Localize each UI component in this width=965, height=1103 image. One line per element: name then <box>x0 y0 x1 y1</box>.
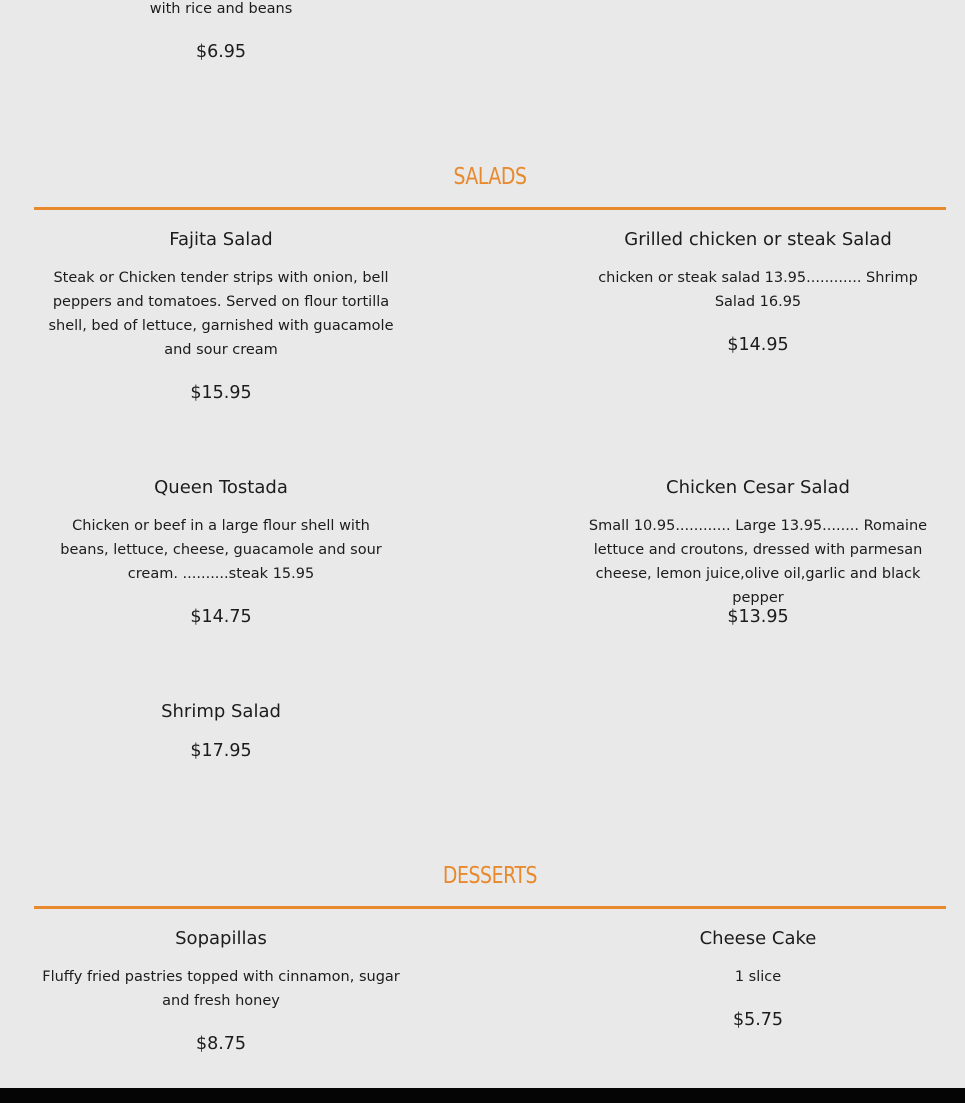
section-heading-desserts: DESSERTS <box>442 863 538 889</box>
menu-item-price: $15.95 <box>190 383 252 403</box>
menu-item-price: $14.75 <box>190 607 252 627</box>
menu-item-price: $14.95 <box>727 335 789 355</box>
menu-item-description: with rice and beans <box>149 1 293 17</box>
menu-item-description: chicken or steak salad 13.95............ Shrimp Salad 16.95 <box>598 270 918 310</box>
menu-item-price: $5.75 <box>732 1010 784 1030</box>
section-divider <box>34 906 946 909</box>
menu-item-title: Queen Tostada <box>154 477 288 498</box>
menu-item-description: Small 10.95............ Large 13.95........ Romaine lettuce and croutons, dressed with parmesan cheese, lemon juice,olive oil,garlic and black pepper <box>588 518 928 606</box>
menu-item-price: $8.75 <box>195 1034 247 1054</box>
menu-item-price: $6.95 <box>195 42 247 62</box>
menu-item-title: Shrimp Salad <box>161 701 281 722</box>
menu-item-title: Sopapillas <box>175 928 267 949</box>
menu-item-description: Chicken or beef in a large flour shell with beans, lettuce, cheese, guacamole and sour cream. ..........steak 15.95 <box>60 518 382 582</box>
footer-bar <box>0 1088 965 1103</box>
section-divider <box>34 207 946 210</box>
section-heading-salads: SALADS <box>453 164 527 190</box>
menu-item-price: $17.95 <box>190 741 252 761</box>
menu-item-description: 1 slice <box>734 969 782 985</box>
menu-item-title: Cheese Cake <box>699 928 817 949</box>
menu-item-price: $13.95 <box>727 607 789 627</box>
menu-item-title: Grilled chicken or steak Salad <box>624 229 892 250</box>
menu-item-title: Fajita Salad <box>169 229 273 250</box>
menu-item-description: Fluffy fried pastries topped with cinnamon, sugar and fresh honey <box>42 969 400 1009</box>
menu-item-title: Chicken Cesar Salad <box>666 477 850 498</box>
menu-item-description: Steak or Chicken tender strips with onion, bell peppers and tomatoes. Served on flour tortilla shell, bed of lettuce, garnished with guacamole and sour cream <box>48 270 394 358</box>
